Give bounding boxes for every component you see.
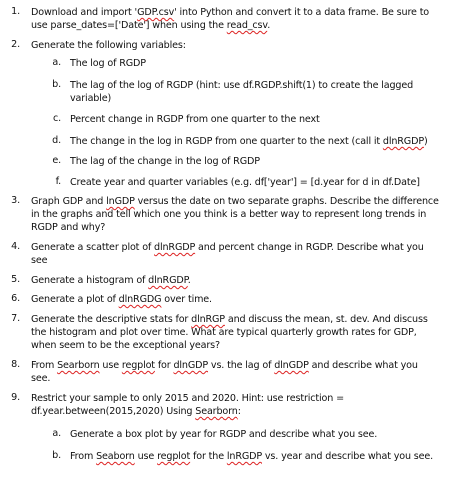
item-text-line: From Searborn use regplot for dlnGDP vs. the lag of dlnGDP and describe what you: [31, 360, 418, 371]
item-number: 4.: [11, 241, 20, 252]
item-text-line: The change in the log in RGDP from one quarter to the next (call it dlnRGDP): [70, 136, 428, 147]
item-text-line: see: [31, 255, 48, 266]
item-text-line: Restrict your sample to only 2015 and 2020. Hint: use restriction =: [31, 393, 344, 404]
item-text-line: The lag of the log of RGDP (hint: use df.RGDP.shift(1) to create the lagged: [70, 80, 414, 91]
spellcheck-flagged-word: Searborn: [195, 406, 238, 417]
item-number: a.: [52, 57, 61, 68]
item-number: d.: [52, 135, 61, 146]
spellcheck-flagged-word: dlnRGDP: [382, 136, 424, 147]
item-number: b.: [52, 450, 61, 461]
item-number: 8.: [11, 359, 20, 370]
spellcheck-flagged-word: dlnRGP: [191, 314, 225, 325]
item-text-line: From Seaborn use regplot for the lnRGDP vs. year and describe what you see.: [70, 451, 434, 462]
spellcheck-flagged-word: dlnRGDP: [154, 242, 196, 253]
item-text-line: Generate the descriptive stats for dlnRGP and discuss the mean, st. dev. And discuss: [31, 314, 428, 325]
item-text-line: use parse_dates=['Date'] when using the read_csv.: [31, 20, 271, 31]
item-text-line: Graph GDP and lnGDP versus the date on two separate graphs. Describe the difference: [31, 196, 439, 207]
item-number: 6.: [11, 293, 20, 304]
spellcheck-flagged-word: regplot: [157, 451, 191, 462]
item-text-line: Generate a plot of dlnRGDG over time.: [31, 294, 212, 305]
item-number: b.: [52, 79, 61, 90]
item-text-line: Download and import 'GDP.csv' into Python and convert it to a data frame. Be sure to: [31, 7, 430, 18]
spellcheck-flagged-word: Searborn: [57, 360, 100, 371]
spellcheck-flagged-word: lnGDP: [106, 196, 135, 207]
item-text-line: Generate a box plot by year for RGDP and describe what you see.: [70, 429, 378, 440]
item-text-line: in the graphs and tell which one you think is a better way to represent long trends in: [31, 209, 427, 220]
item-text-line: RGDP and why?: [31, 222, 106, 233]
item-text-line: The lag of the change in the log of RGDP: [70, 156, 260, 167]
item-number: 2.: [11, 39, 20, 50]
spellcheck-flagged-word: dlnRGDG: [118, 294, 162, 305]
spellcheck-flagged-word: GDP.csv: [137, 7, 175, 18]
item-number: 3.: [11, 195, 20, 206]
spellcheck-flagged-word: dlnRGDP: [148, 275, 188, 286]
item-text-line: Generate the following variables:: [31, 40, 186, 51]
spellcheck-flagged-word: Seaborn: [96, 451, 135, 462]
item-number: c.: [52, 113, 61, 124]
item-text-line: Generate a scatter plot of dlnRGDP and percent change in RGDP. Describe what you: [31, 242, 424, 253]
item-text-line: the histogram and plot over time. What are typical quarterly growth rates for GDP,: [31, 327, 417, 338]
item-text-line: df.year.between(2015,2020) Using Searborn:: [31, 406, 241, 417]
item-text-line: Generate a histogram of dlnRGDP.: [31, 275, 191, 286]
item-number: 7.: [11, 313, 20, 324]
spellcheck-flagged-word: dlnGDP: [173, 360, 209, 371]
item-number: 9.: [11, 392, 20, 403]
item-number: a.: [52, 428, 61, 439]
item-number: 1.: [11, 6, 20, 17]
spellcheck-flagged-word: regplot: [121, 360, 155, 371]
spellcheck-flagged-word: dlnGDP: [274, 360, 309, 371]
item-text-line: The log of RGDP: [70, 58, 146, 69]
spellcheck-flagged-word: read_csv: [226, 20, 268, 31]
item-text-line: see.: [31, 373, 51, 384]
item-number: e.: [52, 155, 61, 166]
item-text-line: variable): [70, 93, 112, 104]
item-text-line: Percent change in RGDP from one quarter to the next: [70, 114, 320, 125]
item-text-line: Create year and quarter variables (e.g. df['year'] = [d.year for d in df.Date]: [70, 177, 420, 188]
item-number: f.: [55, 176, 61, 187]
item-number: 5.: [11, 274, 20, 285]
item-text-line: when seem to be the exceptional years?: [31, 340, 220, 351]
spellcheck-flagged-word: lnRGDP: [226, 451, 262, 462]
